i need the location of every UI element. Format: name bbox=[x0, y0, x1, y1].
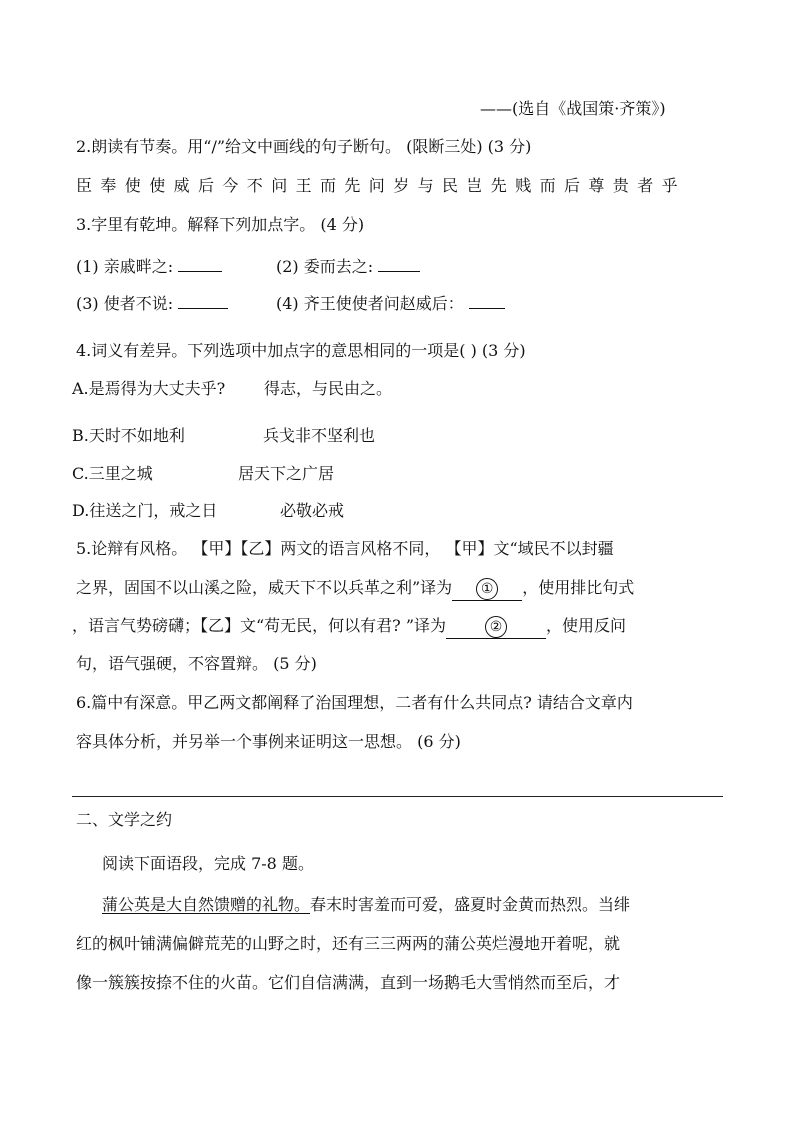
q3-answer-4-blank[interactable] bbox=[469, 292, 505, 309]
q3-answer-2-blank[interactable] bbox=[378, 255, 420, 272]
q4-option-b-left: B.天时不如地利 bbox=[72, 426, 185, 445]
q5-line-4: 句，语气强硬，不容置辩。 (5 分) bbox=[76, 654, 317, 673]
q4-option-d-left: D.往送之门，戒之日 bbox=[72, 501, 218, 520]
q3-item-4-label: (4) 齐王使使者问赵威后： bbox=[276, 294, 464, 313]
q5-answer-1-blank[interactable] bbox=[452, 577, 522, 601]
q5-line-3 bbox=[72, 615, 626, 639]
q3-prompt: 3.字里有乾坤。解释下列加点字。 (4 分) bbox=[76, 215, 365, 234]
q3-item-3-label: (3) 使者不说: bbox=[76, 294, 174, 313]
q5-line-3-text: ，语言气势磅礴；【乙】文“苟无民，何以有君? ”译为 bbox=[72, 616, 447, 635]
q3-item-1 bbox=[76, 255, 222, 278]
section-heading: 二、文学之约 bbox=[76, 810, 173, 829]
q5-line-1: 5.论辩有风格。 【甲】【乙】两文的语言风格不同， 【甲】文“域民不以封疆 bbox=[76, 539, 614, 558]
q6-line-1: 6.篇中有深意。甲乙两文都阐释了治国理想，二者有什么共同点? 请结合文章内 bbox=[76, 693, 633, 712]
q3-item-1-label: (1) 亲戚畔之: bbox=[76, 257, 174, 276]
section-divider bbox=[72, 796, 723, 797]
q5-line-2 bbox=[76, 577, 634, 601]
answer-marker-2: ② bbox=[485, 616, 507, 638]
q4-option-b-right: 兵戈非不坚利也 bbox=[263, 426, 376, 445]
passage-line-1 bbox=[102, 894, 630, 916]
q5-line-2-tail: ，使用排比句式 bbox=[522, 578, 635, 597]
q3-item-3 bbox=[76, 292, 228, 315]
q4-option-d-right: 必敬必戒 bbox=[280, 501, 345, 520]
answer-marker-1: ① bbox=[476, 578, 498, 600]
passage-line-2: 红的枫叶铺满偏僻荒芜的山野之时，还有三三两两的蒲公英烂漫地开着呢，就 bbox=[76, 934, 621, 953]
passage-underlined-sentence: 蒲公英是大自然馈赠的礼物。 bbox=[102, 895, 311, 914]
q3-item-2-label: (2) 委而去之: bbox=[276, 257, 374, 276]
passage-line-3: 像一簇簇按捺不住的火苗。它们自信满满，直到一场鹅毛大雪悄然而至后，才 bbox=[76, 973, 621, 992]
q3-item-4 bbox=[276, 292, 505, 315]
q4-prompt: 4.词义有差异。下列选项中加点字的意思相同的一项是( ) (3 分) bbox=[76, 341, 526, 360]
q4-option-a-right: 得志，与民由之。 bbox=[264, 379, 393, 398]
q5-line-3-tail: ，使用反问 bbox=[546, 616, 627, 635]
q2-sentence: 臣奉使使威后今不问王而先问岁与民岂先贱而后尊贵者乎 bbox=[76, 176, 687, 195]
q5-line-2-text: 之界，固国不以山溪之险，威天下不以兵革之利”译为 bbox=[76, 578, 453, 597]
section-instruction: 阅读下面语段，完成 7-8 题。 bbox=[102, 854, 314, 873]
q2-prompt: 2.朗读有节奏。用“/”给文中画线的句子断句。 (限断三处) (3 分) bbox=[76, 137, 532, 156]
q6-line-2: 容具体分析，并另举一个事例来证明这一思想。 (6 分) bbox=[76, 732, 461, 751]
q3-item-2 bbox=[276, 255, 420, 278]
q3-answer-1-blank[interactable] bbox=[178, 255, 222, 272]
q4-option-c-left: C.三里之城 bbox=[72, 464, 153, 483]
q5-answer-2-blank[interactable] bbox=[446, 615, 546, 639]
q3-answer-3-blank[interactable] bbox=[178, 292, 228, 309]
source-citation: ——(选自《战国策·齐策》) bbox=[480, 99, 666, 118]
passage-line-1-rest: 春末时害羞而可爱，盛夏时金黄而热烈。当绯 bbox=[310, 895, 631, 914]
q4-option-c-right: 居天下之广居 bbox=[238, 464, 335, 483]
q4-option-a-left: A.是焉得为大丈夫乎? bbox=[72, 379, 226, 398]
